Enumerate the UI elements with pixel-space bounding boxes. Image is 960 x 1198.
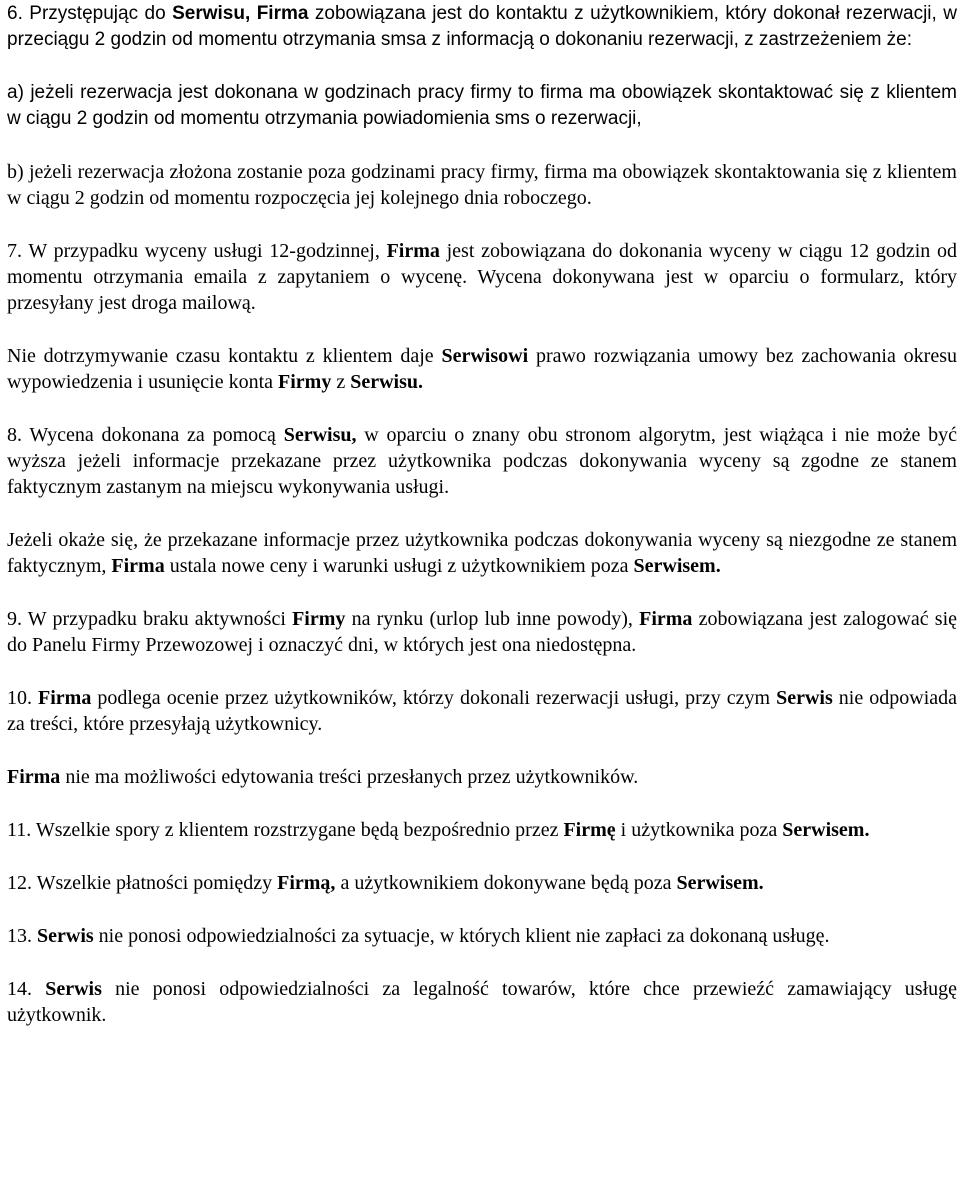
text-run: 7. W przypadku wyceny usługi 12-godzinnej, xyxy=(7,240,387,262)
paragraph-8-note xyxy=(7,527,957,579)
bold-term: Serwisu, Firma xyxy=(172,3,309,24)
text-run: na rynku (urlop lub inne powody), xyxy=(345,608,640,630)
bold-term: Firma xyxy=(386,240,440,262)
text-run: a) jeżeli rezerwacja jest dokonana w godzinach pracy firmy to firma ma obowiązek skontaktować się z klientem w ciągu 2 godzin od momentu otrzymania powiadomienia sms o rezerwacji, xyxy=(7,82,957,129)
document-body xyxy=(7,1,957,1028)
text-run: a użytkownikiem dokonywane będą poza xyxy=(335,872,677,894)
text-run: Nie dotrzymywanie czasu kontaktu z klientem daje xyxy=(7,345,442,367)
bold-term: Serwisu, xyxy=(283,424,357,446)
paragraph-12 xyxy=(7,870,957,896)
text-run: 10. xyxy=(7,687,39,709)
text-run: zobowiązana jest zalogować się do Panelu Firmy Przewozowej i oznaczyć dni, w których jest ona niedostępna. xyxy=(7,608,957,656)
bold-term: Serwis xyxy=(37,925,94,947)
paragraph-11 xyxy=(7,817,957,843)
paragraph-9 xyxy=(7,606,957,658)
bold-term: Firma xyxy=(639,608,693,630)
paragraph-10-note xyxy=(7,764,957,790)
paragraph-6 xyxy=(7,1,957,53)
text-run: nie ponosi odpowiedzialności za legalność towarów, które chce przewieźć zamawiający usługę użytkownik. xyxy=(7,978,958,1026)
paragraph-7 xyxy=(7,238,957,316)
paragraph-8 xyxy=(7,422,957,500)
bold-term: Serwis xyxy=(45,978,102,1000)
text-run: 11. Wszelkie spory z klientem rozstrzygane będą bezpośrednio przez xyxy=(7,819,564,841)
text-run: ustala nowe ceny i warunki usługi z użytkownikiem poza xyxy=(164,555,634,577)
text-run: prawo rozwiązania umowy bez zachowania okresu wypowiedzenia i usunięcie konta xyxy=(7,345,957,393)
bold-term: Serwisem. xyxy=(782,819,870,841)
text-run: i użytkownika poza xyxy=(615,819,783,841)
bold-term: Serwisowi xyxy=(441,345,529,367)
text-run: zobowiązana jest do kontaktu z użytkownikiem, który dokonał rezerwacji, w przeciągu 2 godzin od momentu otrzymania smsa z informacją o dokonaniu rezerwacji, z zastrzeżeniem że: xyxy=(7,3,957,50)
paragraph-14 xyxy=(7,976,957,1028)
bold-term: Serwisem. xyxy=(676,872,764,894)
bold-term: Serwisu. xyxy=(350,371,424,393)
text-run: 13. xyxy=(7,925,37,947)
text-run: w oparciu o znany obu stronom algorytm, jest wiążąca i nie może być wyższa jeżeli informacje przekazane przez użytkownika podczas dokonywania wyceny są zgodne ze stanem faktycznym zastanym na miejscu wykonywania usługi. xyxy=(7,424,957,498)
text-run: jest zobowiązana do dokonania wyceny w ciągu 12 godzin od momentu otrzymania emaila z zapytaniem o wycenę. Wycena dokonywana jest w oparciu o formularz, który przesyłany jest droga mailową. xyxy=(7,240,957,314)
text-run: nie ponosi odpowiedzialności za sytuacje, w których klient nie zapłaci za dokonaną usługę. xyxy=(93,925,830,947)
bold-term: Firmą, xyxy=(277,872,336,894)
text-run: 8. Wycena dokonana za pomocą xyxy=(7,424,284,446)
paragraph-6a xyxy=(7,80,957,132)
text-run: 9. W przypadku braku aktywności xyxy=(7,608,293,630)
bold-term: Serwisem. xyxy=(633,555,721,577)
text-run: nie ma możliwości edytowania treści przesłanych przez użytkowników. xyxy=(60,766,639,788)
bold-term: Firma xyxy=(38,687,92,709)
bold-term: Firma xyxy=(7,766,61,788)
bold-term: Firma xyxy=(111,555,165,577)
bold-term: Serwis xyxy=(776,687,833,709)
paragraph-13 xyxy=(7,923,957,949)
text-run: nie odpowiada za treści, które przesyłają użytkownicy. xyxy=(7,687,958,735)
text-run: 6. Przystępując do xyxy=(7,3,173,24)
text-run: podlega ocenie przez użytkowników, którzy dokonali rezerwacji usługi, przy czym xyxy=(91,687,777,709)
bold-term: Firmę xyxy=(563,819,616,841)
text-run: z xyxy=(331,371,351,393)
text-run: 14. xyxy=(7,978,46,1000)
paragraph-7-note xyxy=(7,343,957,395)
paragraph-10 xyxy=(7,685,957,737)
text-run: b) jeżeli rezerwacja złożona zostanie poza godzinami pracy firmy, firma ma obowiązek skontaktowania się z klientem w ciągu 2 godzin od momentu rozpoczęcia jej kolejnego dnia roboczego. xyxy=(7,161,957,209)
text-run: Jeżeli okaże się, że przekazane informacje przez użytkownika podczas dokonywania wyceny są niezgodne ze stanem faktycznym, xyxy=(7,529,957,577)
bold-term: Firmy xyxy=(292,608,346,630)
bold-term: Firmy xyxy=(278,371,332,393)
text-run: 12. Wszelkie płatności pomiędzy xyxy=(7,872,278,894)
paragraph-6b xyxy=(7,159,957,211)
